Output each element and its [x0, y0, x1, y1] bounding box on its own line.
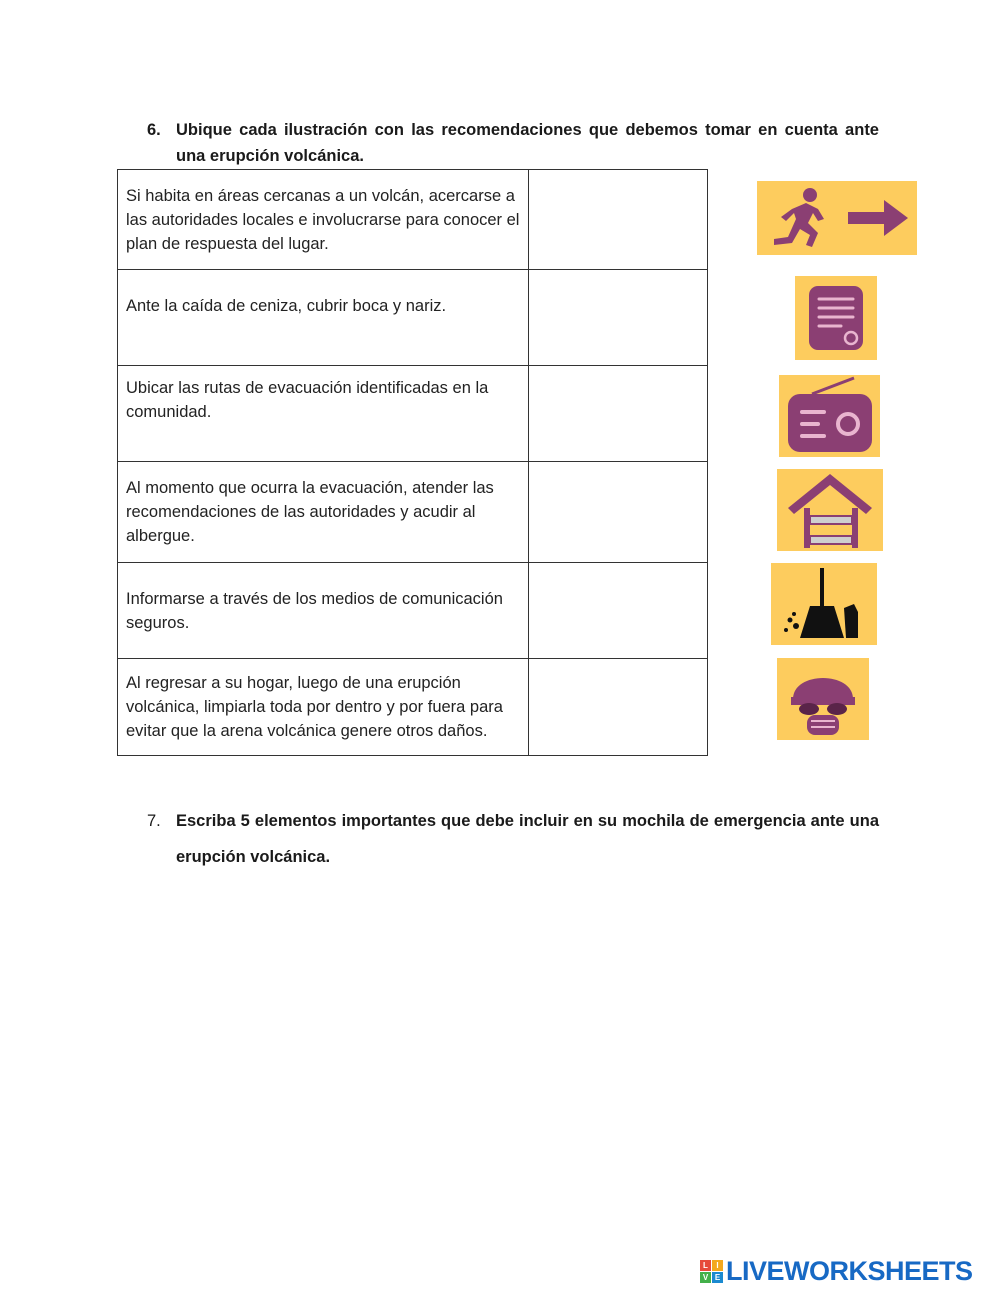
liveworksheets-logo [700, 1255, 973, 1287]
answer-drop-cell[interactable] [528, 462, 707, 563]
question-7 [147, 803, 879, 875]
cleaning-broom-icon[interactable] [771, 563, 877, 645]
table-row [118, 563, 708, 659]
recommendation-text: Ante la caída de ceniza, cubrir boca y nariz. [118, 270, 529, 366]
table-row [118, 170, 708, 270]
recommendation-text: Si habita en áreas cercanas a un volcán, acercarse a las autoridades locales e involucrarse para conocer el plan de respuesta del lugar. [118, 170, 529, 270]
logo-cube: I [712, 1260, 723, 1271]
evacuation-route-icon[interactable] [757, 181, 917, 255]
radio-icon[interactable] [779, 375, 880, 457]
logo-cube: V [700, 1272, 711, 1283]
logo-wordmark: LIVEWORKSHEETS [726, 1255, 973, 1286]
recommendation-text: Ubicar las rutas de evacuación identificadas en la comunidad. [118, 366, 529, 462]
recommendation-text: Informarse a través de los medios de comunicación seguros. [118, 563, 529, 659]
question-7-number: 7. [147, 812, 161, 830]
answer-drop-cell[interactable] [528, 563, 707, 659]
answer-drop-cell[interactable] [528, 270, 707, 366]
answer-drop-cell[interactable] [528, 366, 707, 462]
answer-drop-cell[interactable] [528, 170, 707, 270]
logo-cube: E [712, 1272, 723, 1283]
table-row [118, 659, 708, 756]
question-7-text: Escriba 5 elementos importantes que debe incluir en su mochila de emergencia ante una erupción volcánica. [176, 812, 879, 866]
shelter-icon[interactable] [777, 469, 883, 551]
document-plan-icon[interactable] [795, 276, 877, 360]
face-mask-icon[interactable] [777, 658, 869, 740]
logo-cubes [700, 1260, 723, 1283]
table-row [118, 270, 708, 366]
recommendations-table [117, 169, 708, 756]
recommendation-text: Al momento que ocurra la evacuación, atender las recomendaciones de las autoridades y acudir al albergue. [118, 462, 529, 563]
table-row [118, 366, 708, 462]
question-6-text: Ubique cada ilustración con las recomendaciones que debemos tomar en cuenta ante una erupción volcánica. [176, 121, 879, 165]
table-row [118, 462, 708, 563]
recommendation-text: Al regresar a su hogar, luego de una erupción volcánica, limpiarla toda por dentro y por fuera para evitar que la arena volcánica genere otros daños. [118, 659, 529, 756]
answer-drop-cell[interactable] [528, 659, 707, 756]
question-6-number: 6. [147, 121, 161, 139]
logo-cube: L [700, 1260, 711, 1271]
question-6 [147, 117, 879, 169]
